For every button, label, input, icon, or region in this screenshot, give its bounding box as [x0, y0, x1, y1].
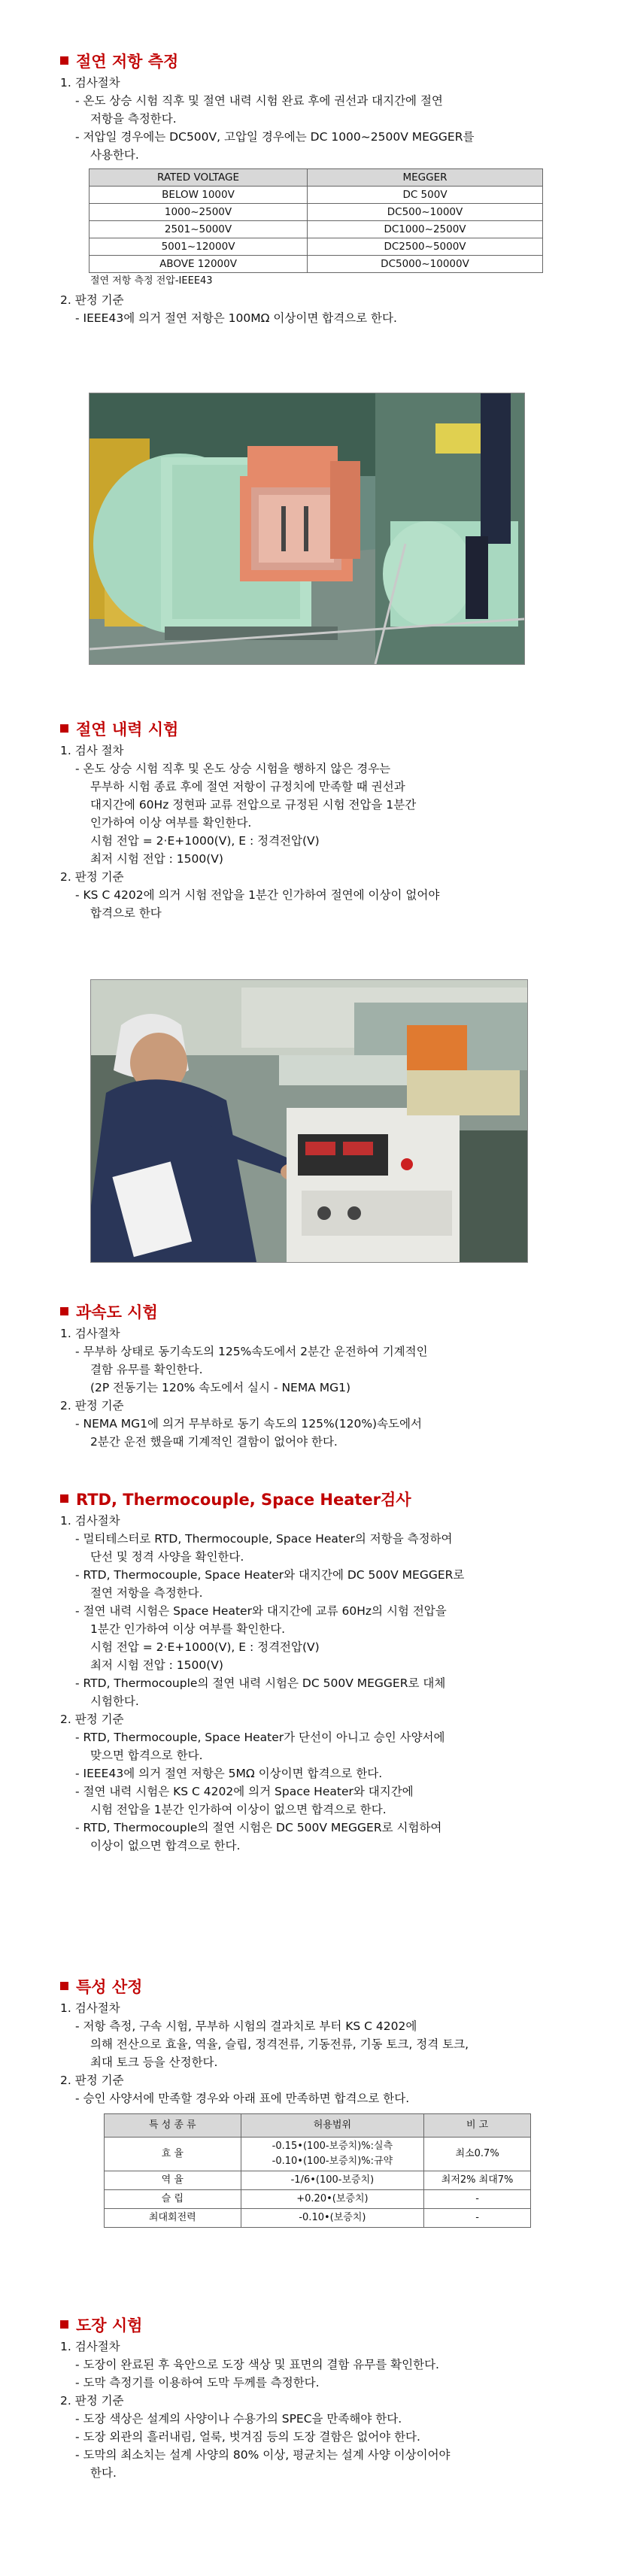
- section-painting: [60, 2314, 572, 2482]
- table-cell: -0.15•(100-보증치)%:실측 -0.10•(100-보증치)%:규약: [241, 2138, 424, 2171]
- text-line: 시험 전압을 1분간 인가하여 이상이 없으면 합격으로 한다.: [90, 1803, 387, 1816]
- table-caption: 절연 저항 측정 전압-IEEE43: [90, 275, 213, 287]
- section-insulation-resistance: [60, 50, 572, 327]
- text-line: 시험 전압 = 2·E+1000(V), E : 정격전압(V): [90, 834, 320, 848]
- text-line: - 도장이 완료된 후 육안으로 도장 색상 및 표면의 결함 유무를 확인한다.: [75, 2358, 439, 2371]
- step-heading: 1. 검사절차: [60, 76, 120, 90]
- text-line: - RTD, Thermocouple, Space Heater와 대지간에 DC 500V MEGGER로: [75, 1568, 465, 1582]
- bullet-square-icon: [60, 56, 68, 65]
- step-heading: 1. 검사절차: [60, 2001, 120, 2015]
- table-cell: 역 율: [105, 2171, 241, 2190]
- table-row: [105, 2209, 531, 2228]
- text-line: - IEEE43에 의거 절연 저항은 100MΩ 이상이면 합격으로 한다.: [75, 311, 397, 325]
- step-heading: 1. 검사절차: [60, 1514, 120, 1528]
- tolerance-table: [104, 2113, 531, 2228]
- table-header: 허용범위: [241, 2114, 424, 2138]
- table-cell: 5001~12000V: [90, 238, 308, 256]
- text-line: (2P 전동기는 120% 속도에서 실시 - NEMA MG1): [90, 1381, 351, 1394]
- text-line: 대지간에 60Hz 정현파 교류 전압으로 규정된 시험 전압을 1분간: [90, 798, 417, 812]
- step-heading: 2. 판정 기준: [60, 293, 124, 307]
- step-heading: 2. 판정 기준: [60, 2074, 124, 2087]
- bullet-square-icon: [60, 2320, 68, 2329]
- text-line: 합격으로 한다: [90, 906, 162, 920]
- text-line: 한다.: [90, 2466, 117, 2480]
- section-overspeed: [60, 1300, 572, 1451]
- table-cell: DC5000~10000V: [308, 256, 543, 273]
- text-line: 최대 토크 등을 산정한다.: [90, 2056, 218, 2069]
- bullet-square-icon: [60, 1494, 68, 1503]
- table-cell: 슬 립: [105, 2190, 241, 2209]
- table-cell: 1000~2500V: [90, 204, 308, 221]
- text-line: - RTD, Thermocouple의 절연 시험은 DC 500V MEGGER로 시험하여: [75, 1821, 442, 1834]
- voltage-megger-table: [89, 168, 543, 273]
- section-title: 절연 내력 시험: [60, 718, 572, 742]
- text-line: 결함 유무를 확인한다.: [90, 1363, 203, 1376]
- text-line: - 멀티테스터로 RTD, Thermocouple, Space Heater의 저항을 측정하여: [75, 1532, 453, 1546]
- table-cell: ABOVE 12000V: [90, 256, 308, 273]
- table-cell: -1/6•(100-보증치): [241, 2171, 424, 2190]
- text-line: 시험한다.: [90, 1695, 139, 1708]
- table-cell: 최소0.7%: [424, 2138, 531, 2171]
- text-line: 단선 및 정격 사양을 확인한다.: [90, 1550, 244, 1564]
- table-cell: -0.10•(보증치): [241, 2209, 424, 2228]
- table-cell: BELOW 1000V: [90, 187, 308, 204]
- section-title: RTD, Thermocouple, Space Heater검사: [60, 1488, 572, 1512]
- text-line: 인가하여 이상 여부를 확인한다.: [90, 816, 252, 830]
- table-row: [105, 2171, 531, 2190]
- text-line: 이상이 없으면 합격으로 한다.: [90, 1839, 241, 1852]
- step-heading: 2. 판정 기준: [60, 870, 124, 884]
- text-line: - 온도 상승 시험 직후 및 온도 상승 시험을 행하지 않은 경우는: [75, 762, 391, 775]
- table-row: [90, 238, 543, 256]
- section-rtd-thermocouple: [60, 1488, 572, 1855]
- text-line: - 도막 측정기를 이용하여 도막 두께를 측정한다.: [75, 2376, 320, 2389]
- text-line: - 도장 외관의 흘러내림, 얼룩, 벗겨짐 등의 도장 결함은 없어야 한다.: [75, 2430, 420, 2444]
- bullet-square-icon: [60, 1982, 68, 1990]
- text-line: - IEEE43에 의거 절연 저항은 5MΩ 이상이면 합격으로 한다.: [75, 1767, 383, 1780]
- section-dielectric-strength: [60, 718, 572, 922]
- table-row: [90, 187, 543, 204]
- section-title: 절연 저항 측정: [60, 50, 572, 74]
- text-line: 사용한다.: [90, 148, 139, 162]
- text-line: - 도막의 최소치는 설계 사양의 80% 이상, 평균치는 설계 사양 이상이어야: [75, 2448, 451, 2462]
- text-line: - RTD, Thermocouple, Space Heater가 단선이 아니고 승인 사양서에: [75, 1731, 445, 1744]
- test-panel-photo: [90, 979, 528, 1263]
- table-row: [105, 2190, 531, 2209]
- table-row: [90, 256, 543, 273]
- table-cell: -: [424, 2190, 531, 2209]
- step-heading: 1. 검사 절차: [60, 744, 124, 757]
- text-line: 최저 시험 전압 : 1500(V): [90, 852, 223, 866]
- text-line: - 무부하 상태로 동기속도의 125%속도에서 2분간 운전하여 기계적인: [75, 1345, 428, 1358]
- table-cell: DC1000~2500V: [308, 221, 543, 238]
- text-line: 의해 전산으로 효율, 역율, 슬립, 정격전류, 기동전류, 기동 토크, 정격 토크,: [90, 2037, 469, 2051]
- text-line: 1분간 인가하여 이상 여부를 확인한다.: [90, 1622, 286, 1636]
- section-characteristics: [60, 1975, 572, 2228]
- table-header: MEGGER: [308, 169, 543, 187]
- text-line: 시험 전압 = 2·E+1000(V), E : 정격전압(V): [90, 1640, 320, 1654]
- table-cell: 2501~5000V: [90, 221, 308, 238]
- table-row: [90, 204, 543, 221]
- text-line: - 저압일 경우에는 DC500V, 고압일 경우에는 DC 1000~2500V MEGGER를: [75, 130, 475, 144]
- text-line: - NEMA MG1에 의거 무부하로 동기 속도의 125%(120%)속도에서: [75, 1417, 422, 1431]
- text-line: - KS C 4202에 의거 시험 전압을 1분간 인가하여 절연에 이상이 없어야: [75, 888, 440, 902]
- table-cell: DC2500~5000V: [308, 238, 543, 256]
- bullet-square-icon: [60, 1307, 68, 1315]
- table-row: [105, 2138, 531, 2171]
- section-title: 과속도 시험: [60, 1300, 572, 1324]
- text-line: - 도장 색상은 설계의 사양이나 수용가의 SPEC을 만족해야 한다.: [75, 2412, 402, 2426]
- section-title: 특성 산정: [60, 1975, 572, 1999]
- table-header: 특 성 종 류: [105, 2114, 241, 2138]
- table-row: [90, 221, 543, 238]
- table-cell: 효 율: [105, 2138, 241, 2171]
- text-line: 절연 저항을 측정한다.: [90, 1586, 203, 1600]
- bullet-square-icon: [60, 724, 68, 733]
- step-heading: 2. 판정 기준: [60, 2394, 124, 2408]
- text-line: - 절연 내력 시험은 KS C 4202에 의거 Space Heater와 대지간에: [75, 1785, 414, 1798]
- table-cell: 최대회전력: [105, 2209, 241, 2228]
- text-line: - 온도 상승 시험 직후 및 절연 내력 시험 완료 후에 권선과 대지간에 절연: [75, 94, 443, 108]
- table-header: 비 고: [424, 2114, 531, 2138]
- table-cell: DC500~1000V: [308, 204, 543, 221]
- step-heading: 1. 검사절차: [60, 1327, 120, 1340]
- text-line: - 절연 내력 시험은 Space Heater와 대지간에 교류 60Hz의 시험 전압을: [75, 1604, 447, 1618]
- text-line: - 승인 사양서에 만족할 경우와 아래 표에 만족하면 합격으로 한다.: [75, 2092, 410, 2105]
- table-cell: +0.20•(보증치): [241, 2190, 424, 2209]
- text-line: 무부하 시험 종료 후에 절연 저항이 규정치에 만족할 때 권선과: [90, 780, 405, 793]
- table-cell: 최저2% 최대7%: [424, 2171, 531, 2190]
- text-line: 맞으면 합격으로 한다.: [90, 1749, 203, 1762]
- text-line: - 저항 측정, 구속 시험, 무부하 시험의 결과치로 부터 KS C 4202에: [75, 2019, 417, 2033]
- table-cell: DC 500V: [308, 187, 543, 204]
- section-title: 도장 시험: [60, 2314, 572, 2338]
- table-cell: -: [424, 2209, 531, 2228]
- text-line: - RTD, Thermocouple의 절연 내력 시험은 DC 500V MEGGER로 대체: [75, 1676, 446, 1690]
- step-heading: 2. 판정 기준: [60, 1713, 124, 1726]
- text-line: 최저 시험 전압 : 1500(V): [90, 1658, 223, 1672]
- text-line: 저항을 측정한다.: [90, 112, 177, 126]
- text-line: 2분간 운전 했을때 기계적인 결함이 없어야 한다.: [90, 1435, 338, 1449]
- table-header: RATED VOLTAGE: [90, 169, 308, 187]
- motor-terminal-box-photo: [89, 393, 525, 665]
- step-heading: 1. 검사절차: [60, 2340, 120, 2353]
- step-heading: 2. 판정 기준: [60, 1399, 124, 1412]
